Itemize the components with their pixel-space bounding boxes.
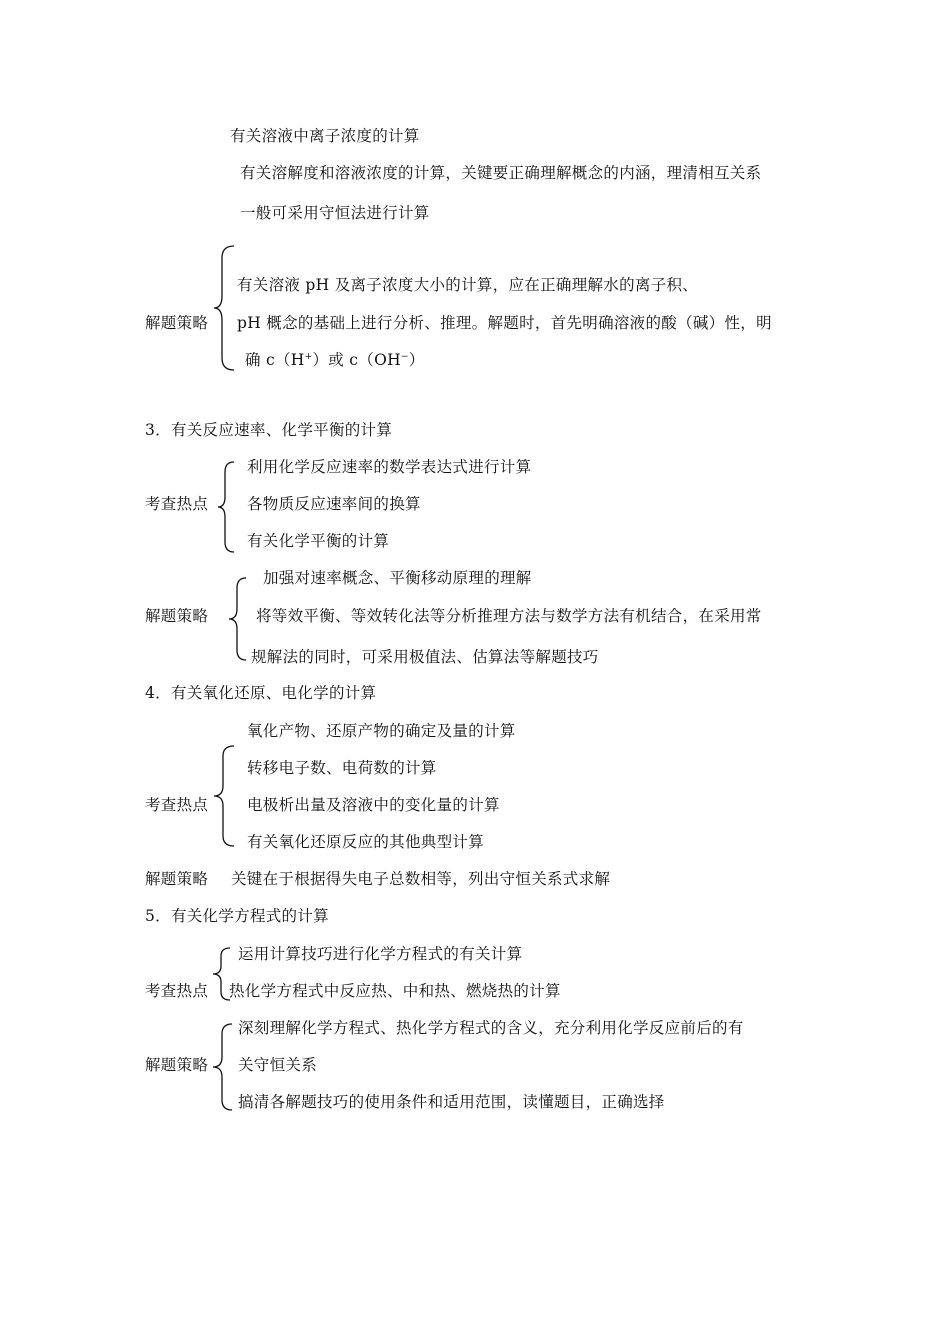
section5-strategy-item-1: 深刻理解化学方程式、热化学方程式的含义，充分利用化学反应前后的有 (238, 1019, 744, 1037)
brace-section4-hot (212, 744, 238, 848)
ion-oh-charge: − (400, 352, 409, 362)
section3-strategy-item-3: 规解法的同时，可采用极值法、估算法等解题技巧 (251, 648, 599, 666)
brace-block1 (212, 244, 238, 372)
section3-strategy-item-1: 加强对速率概念、平衡移动原理的理解 (263, 569, 532, 587)
ion-oh-text: ）或 c（OH (312, 351, 401, 369)
section4-strategy-label: 解题策略 (145, 870, 209, 888)
brace-section5-strategy (210, 1022, 234, 1112)
section5-heading: 5．有关化学方程式的计算 (145, 907, 329, 925)
section4-hot-label: 考查热点 (145, 796, 209, 814)
block1-strategy-label: 解题策略 (145, 314, 209, 332)
block1-line-3: 一般可采用守恒法进行计算 (240, 204, 430, 222)
section3-strategy-item-2: 将等效平衡、等效转化法等分析推理方法与数学方法有机结合，在采用常 (256, 607, 762, 625)
section4-hot-item-2: 转移电子数、电荷数的计算 (247, 759, 437, 777)
section4-hot-item-1: 氧化产物、还原产物的确定及量的计算 (247, 722, 516, 740)
block1-strategy-line-3 (245, 350, 425, 370)
section3-hot-item-2: 各物质反应速率间的换算 (247, 495, 421, 513)
section5-hot-label: 考查热点 (145, 982, 209, 1000)
section3-strategy-label: 解题策略 (145, 607, 209, 625)
section3-hot-item-3: 有关化学平衡的计算 (247, 532, 390, 550)
section5-strategy-label: 解题策略 (145, 1056, 209, 1074)
section3-hot-item-1: 利用化学反应速率的数学表达式进行计算 (247, 458, 532, 476)
section3-heading: 3．有关反应速率、化学平衡的计算 (145, 421, 393, 439)
section3-hot-label: 考查热点 (145, 495, 209, 513)
section5-strategy-item-3: 搞清各解题技巧的使用条件和适用范围，读懂题目，正确选择 (238, 1093, 665, 1111)
block1-strategy-line-2: pH 概念的基础上进行分析、推理。解题时，首先明确溶液的酸（碱）性，明 (237, 314, 772, 332)
ion-h-prefix: 确 c（H (245, 351, 305, 369)
section5-strategy-item-2: 关守恒关系 (238, 1056, 318, 1074)
section4-hot-item-4: 有关氧化还原反应的其他典型计算 (247, 833, 485, 851)
section4-strategy-text: 关键在于根据得失电子总数相等，列出守恒关系式求解 (231, 870, 611, 888)
ion-suffix: ） (408, 351, 425, 369)
section4-hot-item-3: 电极析出量及溶液中的变化量的计算 (247, 796, 500, 814)
block1-line-2: 有关溶解度和溶液浓度的计算，关键要正确理解概念的内涵，理清相互关系 (240, 164, 762, 182)
block1-strategy-line-1: 有关溶液 pH 及离子浓度大小的计算，应在正确理解水的离子积、 (237, 276, 699, 294)
section5-hot-item-2: 热化学方程式中反应热、中和热、燃烧热的计算 (229, 982, 561, 1000)
section4-heading: 4．有关氧化还原、电化学的计算 (145, 684, 377, 702)
brace-section3-strategy (226, 576, 248, 662)
section5-hot-item-1: 运用计算技巧进行化学方程式的有关计算 (238, 945, 523, 963)
brace-section3-hot (216, 460, 236, 554)
block1-line-1: 有关溶液中离子浓度的计算 (230, 127, 420, 145)
ion-h-charge: + (304, 352, 313, 362)
